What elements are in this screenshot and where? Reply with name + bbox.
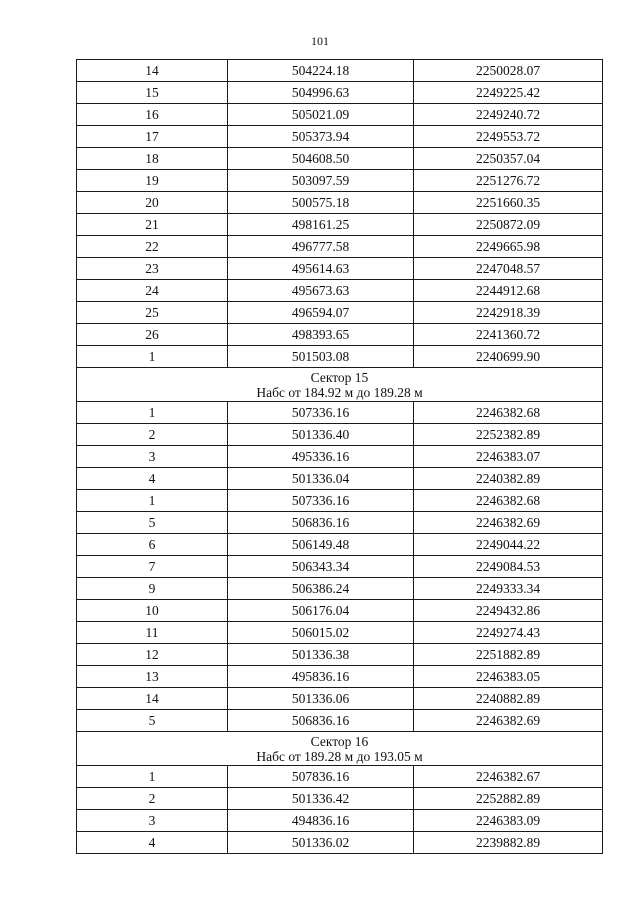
y-coordinate-cell: 2246383.05	[414, 666, 603, 688]
point-number-cell: 4	[77, 468, 228, 490]
x-coordinate-cell: 500575.18	[228, 192, 414, 214]
point-number-cell: 5	[77, 710, 228, 732]
point-number-cell: 12	[77, 644, 228, 666]
table-row	[77, 788, 603, 810]
point-number-cell: 22	[77, 236, 228, 258]
point-number-cell: 3	[77, 446, 228, 468]
x-coordinate-cell: 506149.48	[228, 534, 414, 556]
point-number-cell: 1	[77, 490, 228, 512]
x-coordinate-cell: 507836.16	[228, 766, 414, 788]
y-coordinate-cell: 2246382.67	[414, 766, 603, 788]
table-row	[77, 82, 603, 104]
y-coordinate-cell: 2249553.72	[414, 126, 603, 148]
y-coordinate-cell: 2252882.89	[414, 788, 603, 810]
point-number-cell: 25	[77, 302, 228, 324]
y-coordinate-cell: 2249044.22	[414, 534, 603, 556]
table-row	[77, 402, 603, 424]
x-coordinate-cell: 504608.50	[228, 148, 414, 170]
table-row	[77, 666, 603, 688]
point-number-cell: 17	[77, 126, 228, 148]
table-row	[77, 832, 603, 854]
x-coordinate-cell: 501336.04	[228, 468, 414, 490]
table-row	[77, 302, 603, 324]
y-coordinate-cell: 2246383.07	[414, 446, 603, 468]
y-coordinate-cell: 2246382.69	[414, 710, 603, 732]
y-coordinate-cell: 2250872.09	[414, 214, 603, 236]
point-number-cell: 4	[77, 832, 228, 854]
table-row	[77, 578, 603, 600]
x-coordinate-cell: 506015.02	[228, 622, 414, 644]
page-number: 101	[311, 34, 329, 48]
table-row	[77, 324, 603, 346]
x-coordinate-cell: 506836.16	[228, 710, 414, 732]
table-row	[77, 622, 603, 644]
y-coordinate-cell: 2242918.39	[414, 302, 603, 324]
y-coordinate-cell: 2251276.72	[414, 170, 603, 192]
x-coordinate-cell: 506836.16	[228, 512, 414, 534]
x-coordinate-cell: 506176.04	[228, 600, 414, 622]
y-coordinate-cell: 2249084.53	[414, 556, 603, 578]
y-coordinate-cell: 2249274.43	[414, 622, 603, 644]
table-row	[77, 644, 603, 666]
table-row	[77, 810, 603, 832]
table-row	[77, 766, 603, 788]
table-row	[77, 236, 603, 258]
coordinates-table-body	[77, 60, 603, 854]
table-row	[77, 688, 603, 710]
x-coordinate-cell: 506386.24	[228, 578, 414, 600]
x-coordinate-cell: 506343.34	[228, 556, 414, 578]
point-number-cell: 13	[77, 666, 228, 688]
table-row	[77, 104, 603, 126]
x-coordinate-cell: 501336.38	[228, 644, 414, 666]
point-number-cell: 2	[77, 788, 228, 810]
table-row	[77, 170, 603, 192]
table-row	[77, 280, 603, 302]
point-number-cell: 19	[77, 170, 228, 192]
point-number-cell: 10	[77, 600, 228, 622]
y-coordinate-cell: 2252382.89	[414, 424, 603, 446]
y-coordinate-cell: 2251882.89	[414, 644, 603, 666]
x-coordinate-cell: 505373.94	[228, 126, 414, 148]
point-number-cell: 21	[77, 214, 228, 236]
point-number-cell: 1	[77, 766, 228, 788]
y-coordinate-cell: 2246382.68	[414, 490, 603, 512]
x-coordinate-cell: 507336.16	[228, 402, 414, 424]
x-coordinate-cell: 507336.16	[228, 490, 414, 512]
y-coordinate-cell: 2244912.68	[414, 280, 603, 302]
x-coordinate-cell: 505021.09	[228, 104, 414, 126]
coordinates-table	[76, 59, 603, 854]
point-number-cell: 18	[77, 148, 228, 170]
table-row	[77, 446, 603, 468]
y-coordinate-cell: 2247048.57	[414, 258, 603, 280]
y-coordinate-cell: 2240699.90	[414, 346, 603, 368]
sector-title: Сектор 15	[310, 370, 369, 385]
sector-altitude-range: Набс от 184.92 м до 189.28 м	[256, 385, 423, 400]
table-row	[77, 534, 603, 556]
point-number-cell: 11	[77, 622, 228, 644]
table-row	[77, 214, 603, 236]
y-coordinate-cell: 2250357.04	[414, 148, 603, 170]
point-number-cell: 24	[77, 280, 228, 302]
x-coordinate-cell: 495836.16	[228, 666, 414, 688]
point-number-cell: 2	[77, 424, 228, 446]
point-number-cell: 23	[77, 258, 228, 280]
y-coordinate-cell: 2249432.86	[414, 600, 603, 622]
x-coordinate-cell: 495614.63	[228, 258, 414, 280]
x-coordinate-cell: 496777.58	[228, 236, 414, 258]
x-coordinate-cell: 501336.06	[228, 688, 414, 710]
point-number-cell: 1	[77, 346, 228, 368]
y-coordinate-cell: 2239882.89	[414, 832, 603, 854]
point-number-cell: 9	[77, 578, 228, 600]
x-coordinate-cell: 503097.59	[228, 170, 414, 192]
point-number-cell: 3	[77, 810, 228, 832]
sector-header-row	[77, 368, 603, 402]
point-number-cell: 6	[77, 534, 228, 556]
table-row	[77, 126, 603, 148]
table-row	[77, 468, 603, 490]
point-number-cell: 5	[77, 512, 228, 534]
x-coordinate-cell: 494836.16	[228, 810, 414, 832]
point-number-cell: 26	[77, 324, 228, 346]
x-coordinate-cell: 504996.63	[228, 82, 414, 104]
x-coordinate-cell: 495673.63	[228, 280, 414, 302]
sector-title: Сектор 16	[310, 734, 369, 749]
y-coordinate-cell: 2241360.72	[414, 324, 603, 346]
y-coordinate-cell: 2240382.89	[414, 468, 603, 490]
y-coordinate-cell: 2250028.07	[414, 60, 603, 82]
point-number-cell: 15	[77, 82, 228, 104]
table-row	[77, 148, 603, 170]
y-coordinate-cell: 2249240.72	[414, 104, 603, 126]
x-coordinate-cell: 504224.18	[228, 60, 414, 82]
y-coordinate-cell: 2240882.89	[414, 688, 603, 710]
x-coordinate-cell: 496594.07	[228, 302, 414, 324]
sector-header	[77, 368, 603, 402]
x-coordinate-cell: 495336.16	[228, 446, 414, 468]
y-coordinate-cell: 2249665.98	[414, 236, 603, 258]
x-coordinate-cell: 498393.65	[228, 324, 414, 346]
x-coordinate-cell: 498161.25	[228, 214, 414, 236]
table-row	[77, 60, 603, 82]
table-row	[77, 258, 603, 280]
table-row	[77, 556, 603, 578]
sector-header	[77, 732, 603, 766]
sector-header-row	[77, 732, 603, 766]
x-coordinate-cell: 501503.08	[228, 346, 414, 368]
table-row	[77, 490, 603, 512]
point-number-cell: 1	[77, 402, 228, 424]
table-row	[77, 192, 603, 214]
table-row	[77, 424, 603, 446]
point-number-cell: 16	[77, 104, 228, 126]
x-coordinate-cell: 501336.42	[228, 788, 414, 810]
point-number-cell: 14	[77, 60, 228, 82]
y-coordinate-cell: 2249225.42	[414, 82, 603, 104]
table-row	[77, 600, 603, 622]
y-coordinate-cell: 2249333.34	[414, 578, 603, 600]
y-coordinate-cell: 2251660.35	[414, 192, 603, 214]
point-number-cell: 14	[77, 688, 228, 710]
table-row	[77, 710, 603, 732]
point-number-cell: 7	[77, 556, 228, 578]
table-row	[77, 346, 603, 368]
sector-altitude-range: Набс от 189.28 м до 193.05 м	[256, 749, 423, 764]
x-coordinate-cell: 501336.02	[228, 832, 414, 854]
x-coordinate-cell: 501336.40	[228, 424, 414, 446]
table-row	[77, 512, 603, 534]
point-number-cell: 20	[77, 192, 228, 214]
y-coordinate-cell: 2246382.68	[414, 402, 603, 424]
y-coordinate-cell: 2246383.09	[414, 810, 603, 832]
y-coordinate-cell: 2246382.69	[414, 512, 603, 534]
